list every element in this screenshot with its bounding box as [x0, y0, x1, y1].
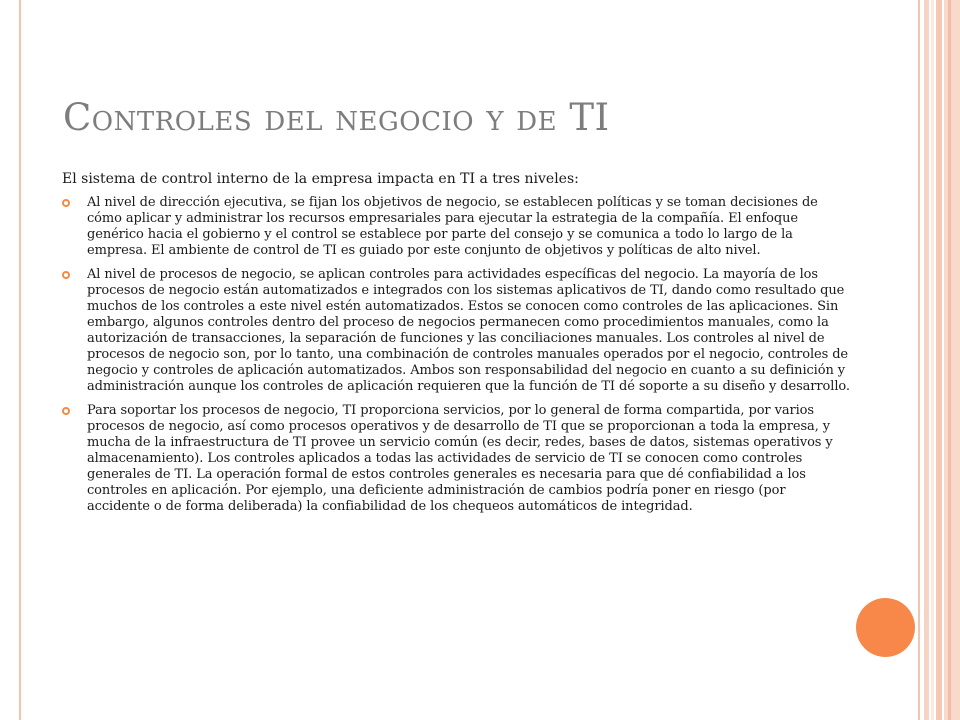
bullet-circle-icon — [62, 199, 70, 207]
decorative-stripe — [936, 0, 942, 720]
bullet-item-it-services-level — [62, 403, 852, 515]
bullet-list — [62, 195, 852, 523]
decorative-stripe — [948, 0, 951, 720]
decorative-stripe — [944, 0, 960, 720]
decorative-stripe — [924, 0, 929, 720]
decorative-stripe — [931, 0, 934, 720]
bullet-item-process-level — [62, 267, 852, 395]
bullet-text: Al nivel de dirección ejecutiva, se fijan los objetivos de negocio, se establecen políticas y se toman decisiones de cómo aplicar y administrar los recursos empresariales para ejecutar la estrategia de la compañía. El enfoque genérico hacia el gobierno y el control se establece por parte del consejo y se comunica a todo lo largo de la empresa. El ambiente de control de TI es guiado por este conjunto de objetivos y políticas de alto nivel. — [87, 195, 818, 258]
intro-text: El sistema de control interno de la empresa impacta en TI a tres niveles: — [62, 171, 579, 187]
bullet-circle-icon — [62, 407, 70, 415]
slide-title: Controles del negocio y de TI — [63, 96, 610, 139]
bullet-text: Al nivel de procesos de negocio, se aplican controles para actividades específicas del negocio. La mayoría de los procesos de negocio están automatizados e integrados con los sistemas aplicativos de TI, dando como resultado que muchos de los controles a este nivel estén automatizados. Estos se conocen como controles de las aplicaciones. Sin embargo, algunos controles dentro del proceso de negocios permanecen como procedimientos manuales, como la autorización de transacciones, la separación de funciones y las conciliaciones manuales. Los controles al nivel de procesos de negocio son, por lo tanto, una combinación de controles manuales operados por el negocio, controles de negocio y controles de aplicación automatizados. Ambos son responsabilidad del negocio en cuanto a su definición y administración aunque los controles de aplicación requieren que la función de TI dé soporte a su diseño y desarrollo. — [87, 267, 850, 394]
decorative-orange-circle — [856, 598, 915, 657]
bullet-text: Para soportar los procesos de negocio, TI proporciona servicios, por lo general de forma compartida, por varios procesos de negocio, así como procesos operativos y de desarrollo de TI que se proporcionan a toda la empresa, y mucha de la infraestructura de TI provee un servicio común (es decir, redes, bases de datos, sistemas operativos y almacenamiento). Los controles aplicados a todas las actividades de servicio de TI se conocen como controles generales de TI. La operación formal de estos controles generales es necesaria para que dé confiabilidad a los controles en aplicación. Por ejemplo, una deficiente administración de cambios podría poner en riesgo (por accidente o de forma deliberada) la confiabilidad de los chequeos automáticos de integridad. — [87, 403, 833, 514]
bullet-item-executive-level — [62, 195, 852, 259]
bullet-circle-icon — [62, 271, 70, 279]
